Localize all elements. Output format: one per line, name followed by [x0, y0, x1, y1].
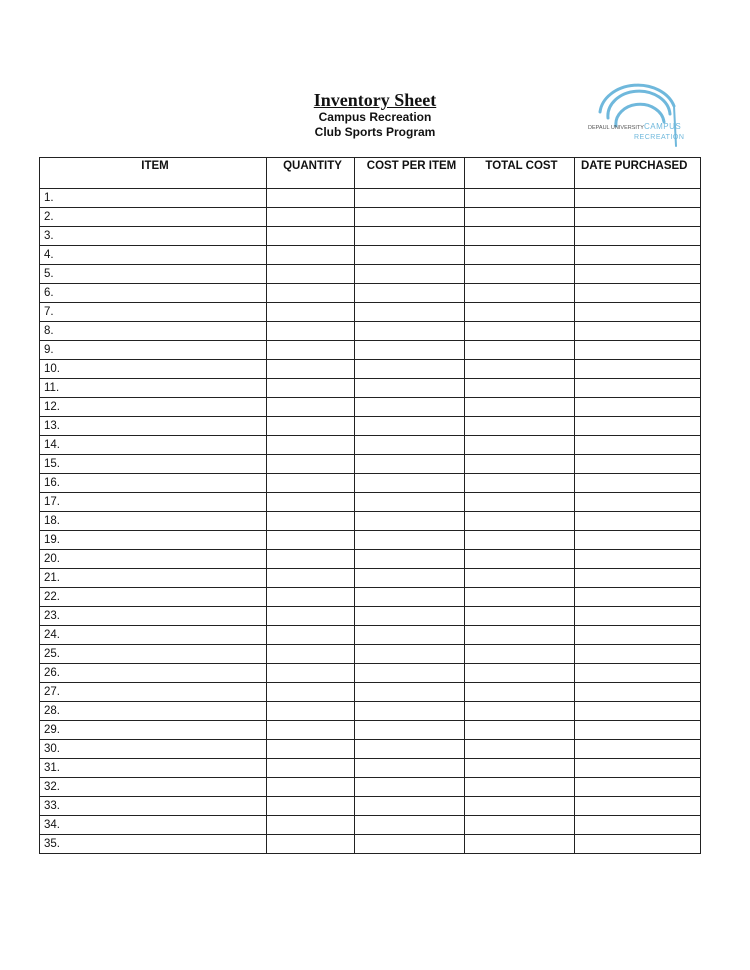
table-row [40, 208, 701, 227]
cell-date-purchased[interactable] [575, 721, 701, 740]
cell-cost-per-item[interactable] [355, 626, 465, 645]
table-row [40, 246, 701, 265]
cell-total-cost[interactable] [465, 607, 575, 626]
cell-total-cost[interactable] [465, 797, 575, 816]
cell-item[interactable]: 25. [40, 645, 267, 664]
cell-item[interactable]: 15. [40, 455, 267, 474]
cell-date-purchased[interactable] [575, 246, 701, 265]
cell-date-purchased[interactable] [575, 360, 701, 379]
cell-total-cost[interactable] [465, 683, 575, 702]
cell-total-cost[interactable] [465, 531, 575, 550]
cell-total-cost[interactable] [465, 740, 575, 759]
table-row [40, 303, 701, 322]
table-row [40, 816, 701, 835]
cell-date-purchased[interactable] [575, 379, 701, 398]
cell-item[interactable]: 33. [40, 797, 267, 816]
cell-total-cost[interactable] [465, 759, 575, 778]
cell-cost-per-item[interactable] [355, 208, 465, 227]
cell-quantity[interactable] [267, 493, 355, 512]
cell-quantity[interactable] [267, 550, 355, 569]
cell-cost-per-item[interactable] [355, 455, 465, 474]
table-row [40, 189, 701, 208]
cell-cost-per-item[interactable] [355, 835, 465, 854]
logo-recreation-text: RECREATION [634, 134, 685, 141]
table-row [40, 683, 701, 702]
table-row [40, 721, 701, 740]
cell-total-cost[interactable] [465, 379, 575, 398]
table-row [40, 531, 701, 550]
cell-quantity[interactable] [267, 721, 355, 740]
cell-date-purchased[interactable] [575, 303, 701, 322]
cell-cost-per-item[interactable] [355, 341, 465, 360]
table-row [40, 417, 701, 436]
cell-date-purchased[interactable] [575, 683, 701, 702]
cell-item[interactable]: 17. [40, 493, 267, 512]
cell-date-purchased[interactable] [575, 265, 701, 284]
cell-quantity[interactable] [267, 322, 355, 341]
cell-cost-per-item[interactable] [355, 436, 465, 455]
table-row [40, 702, 701, 721]
cell-date-purchased[interactable] [575, 398, 701, 417]
cell-item[interactable]: 29. [40, 721, 267, 740]
cell-cost-per-item[interactable] [355, 702, 465, 721]
cell-item[interactable]: 11. [40, 379, 267, 398]
cell-quantity[interactable] [267, 778, 355, 797]
cell-date-purchased[interactable] [575, 759, 701, 778]
cell-total-cost[interactable] [465, 835, 575, 854]
cell-cost-per-item[interactable] [355, 246, 465, 265]
cell-quantity[interactable] [267, 664, 355, 683]
table-row [40, 341, 701, 360]
cell-cost-per-item[interactable] [355, 322, 465, 341]
cell-total-cost[interactable] [465, 664, 575, 683]
cell-date-purchased[interactable] [575, 550, 701, 569]
cell-item[interactable]: 14. [40, 436, 267, 455]
cell-cost-per-item[interactable] [355, 607, 465, 626]
logo-arcs-icon [584, 82, 694, 148]
cell-quantity[interactable] [267, 797, 355, 816]
cell-total-cost[interactable] [465, 436, 575, 455]
table-row [40, 398, 701, 417]
cell-cost-per-item[interactable] [355, 398, 465, 417]
cell-date-purchased[interactable] [575, 436, 701, 455]
cell-cost-per-item[interactable] [355, 816, 465, 835]
cell-quantity[interactable] [267, 702, 355, 721]
cell-cost-per-item[interactable] [355, 721, 465, 740]
cell-quantity[interactable] [267, 607, 355, 626]
cell-total-cost[interactable] [465, 322, 575, 341]
cell-quantity[interactable] [267, 208, 355, 227]
cell-date-purchased[interactable] [575, 189, 701, 208]
cell-cost-per-item[interactable] [355, 493, 465, 512]
cell-date-purchased[interactable] [575, 664, 701, 683]
table-row [40, 322, 701, 341]
cell-cost-per-item[interactable] [355, 303, 465, 322]
document-title: Inventory Sheet [313, 90, 437, 110]
cell-date-purchased[interactable] [575, 778, 701, 797]
cell-cost-per-item[interactable] [355, 474, 465, 493]
cell-quantity[interactable] [267, 569, 355, 588]
cell-item[interactable]: 27. [40, 683, 267, 702]
cell-total-cost[interactable] [465, 550, 575, 569]
table-row [40, 227, 701, 246]
cell-item[interactable]: 34. [40, 816, 267, 835]
table-row [40, 645, 701, 664]
table-row [40, 759, 701, 778]
cell-total-cost[interactable] [465, 398, 575, 417]
cell-cost-per-item[interactable] [355, 797, 465, 816]
header-total-cost: TOTAL COST [465, 158, 575, 189]
cell-item[interactable]: 2. [40, 208, 267, 227]
table-row [40, 626, 701, 645]
title-block [250, 90, 500, 140]
cell-cost-per-item[interactable] [355, 683, 465, 702]
cell-quantity[interactable] [267, 455, 355, 474]
cell-total-cost[interactable] [465, 816, 575, 835]
cell-quantity[interactable] [267, 360, 355, 379]
cell-date-purchased[interactable] [575, 474, 701, 493]
cell-item[interactable]: 4. [40, 246, 267, 265]
cell-item[interactable]: 31. [40, 759, 267, 778]
table-row [40, 455, 701, 474]
cell-item[interactable]: 24. [40, 626, 267, 645]
cell-cost-per-item[interactable] [355, 740, 465, 759]
cell-item[interactable]: 18. [40, 512, 267, 531]
cell-item[interactable]: 28. [40, 702, 267, 721]
cell-item[interactable]: 10. [40, 360, 267, 379]
table-row [40, 835, 701, 854]
cell-quantity[interactable] [267, 512, 355, 531]
table-row [40, 512, 701, 531]
cell-quantity[interactable] [267, 588, 355, 607]
cell-total-cost[interactable] [465, 455, 575, 474]
table-row [40, 550, 701, 569]
table-row [40, 284, 701, 303]
inventory-table [39, 157, 701, 854]
cell-date-purchased[interactable] [575, 702, 701, 721]
cell-date-purchased[interactable] [575, 816, 701, 835]
table-row [40, 778, 701, 797]
table-row [40, 474, 701, 493]
cell-total-cost[interactable] [465, 626, 575, 645]
table-row [40, 493, 701, 512]
cell-item[interactable]: 23. [40, 607, 267, 626]
cell-item[interactable]: 13. [40, 417, 267, 436]
cell-cost-per-item[interactable] [355, 531, 465, 550]
cell-total-cost[interactable] [465, 569, 575, 588]
cell-item[interactable]: 8. [40, 322, 267, 341]
cell-cost-per-item[interactable] [355, 759, 465, 778]
cell-cost-per-item[interactable] [355, 284, 465, 303]
cell-item[interactable]: 3. [40, 227, 267, 246]
cell-total-cost[interactable] [465, 645, 575, 664]
table-row [40, 436, 701, 455]
cell-total-cost[interactable] [465, 303, 575, 322]
cell-quantity[interactable] [267, 265, 355, 284]
cell-cost-per-item[interactable] [355, 664, 465, 683]
table-row [40, 607, 701, 626]
cell-item[interactable]: 16. [40, 474, 267, 493]
cell-total-cost[interactable] [465, 341, 575, 360]
cell-cost-per-item[interactable] [355, 569, 465, 588]
cell-item[interactable]: 9. [40, 341, 267, 360]
cell-quantity[interactable] [267, 398, 355, 417]
table-row [40, 588, 701, 607]
cell-quantity[interactable] [267, 417, 355, 436]
cell-quantity[interactable] [267, 303, 355, 322]
cell-date-purchased[interactable] [575, 835, 701, 854]
cell-quantity[interactable] [267, 683, 355, 702]
cell-cost-per-item[interactable] [355, 360, 465, 379]
cell-quantity[interactable] [267, 816, 355, 835]
cell-date-purchased[interactable] [575, 740, 701, 759]
cell-date-purchased[interactable] [575, 322, 701, 341]
cell-quantity[interactable] [267, 341, 355, 360]
logo-university-text: DEPAUL UNIVERSITY [588, 125, 644, 131]
logo-campus-text: CAMPUS [644, 122, 682, 131]
table-row [40, 379, 701, 398]
cell-date-purchased[interactable] [575, 208, 701, 227]
table-row [40, 740, 701, 759]
cell-quantity[interactable] [267, 645, 355, 664]
cell-quantity[interactable] [267, 189, 355, 208]
inventory-table-body [40, 189, 701, 854]
cell-item[interactable]: 26. [40, 664, 267, 683]
cell-total-cost[interactable] [465, 246, 575, 265]
cell-date-purchased[interactable] [575, 569, 701, 588]
cell-total-cost[interactable] [465, 721, 575, 740]
cell-quantity[interactable] [267, 531, 355, 550]
cell-date-purchased[interactable] [575, 341, 701, 360]
cell-date-purchased[interactable] [575, 645, 701, 664]
cell-item[interactable]: 1. [40, 189, 267, 208]
cell-cost-per-item[interactable] [355, 645, 465, 664]
cell-total-cost[interactable] [465, 588, 575, 607]
table-row [40, 360, 701, 379]
cell-quantity[interactable] [267, 474, 355, 493]
cell-date-purchased[interactable] [575, 493, 701, 512]
cell-cost-per-item[interactable] [355, 588, 465, 607]
cell-quantity[interactable] [267, 227, 355, 246]
cell-date-purchased[interactable] [575, 284, 701, 303]
cell-quantity[interactable] [267, 436, 355, 455]
cell-total-cost[interactable] [465, 360, 575, 379]
cell-total-cost[interactable] [465, 265, 575, 284]
cell-cost-per-item[interactable] [355, 379, 465, 398]
cell-item[interactable]: 5. [40, 265, 267, 284]
cell-date-purchased[interactable] [575, 531, 701, 550]
cell-item[interactable]: 22. [40, 588, 267, 607]
cell-total-cost[interactable] [465, 474, 575, 493]
cell-date-purchased[interactable] [575, 512, 701, 531]
cell-total-cost[interactable] [465, 493, 575, 512]
header-cost-per-item: COST PER ITEM [355, 158, 465, 189]
cell-date-purchased[interactable] [575, 227, 701, 246]
cell-cost-per-item[interactable] [355, 265, 465, 284]
cell-date-purchased[interactable] [575, 626, 701, 645]
cell-quantity[interactable] [267, 626, 355, 645]
cell-total-cost[interactable] [465, 417, 575, 436]
cell-quantity[interactable] [267, 835, 355, 854]
cell-total-cost[interactable] [465, 512, 575, 531]
cell-total-cost[interactable] [465, 227, 575, 246]
cell-item[interactable]: 21. [40, 569, 267, 588]
cell-cost-per-item[interactable] [355, 550, 465, 569]
document-subtitle-club-sports: Club Sports Program [314, 125, 436, 139]
cell-cost-per-item[interactable] [355, 512, 465, 531]
cell-total-cost[interactable] [465, 189, 575, 208]
cell-item[interactable]: 32. [40, 778, 267, 797]
cell-date-purchased[interactable] [575, 588, 701, 607]
header-item: ITEM [40, 158, 267, 189]
cell-date-purchased[interactable] [575, 417, 701, 436]
cell-cost-per-item[interactable] [355, 189, 465, 208]
table-row [40, 797, 701, 816]
table-row [40, 664, 701, 683]
cell-quantity[interactable] [267, 379, 355, 398]
campus-recreation-logo [584, 82, 694, 148]
table-header-row [40, 158, 701, 189]
cell-quantity[interactable] [267, 284, 355, 303]
cell-quantity[interactable] [267, 740, 355, 759]
cell-quantity[interactable] [267, 759, 355, 778]
cell-item[interactable]: 7. [40, 303, 267, 322]
document-subtitle-campus-recreation: Campus Recreation [318, 110, 432, 124]
cell-item[interactable]: 19. [40, 531, 267, 550]
cell-cost-per-item[interactable] [355, 227, 465, 246]
cell-total-cost[interactable] [465, 702, 575, 721]
cell-total-cost[interactable] [465, 208, 575, 227]
header-date-purchased: DATE PURCHASED [575, 158, 701, 189]
cell-item[interactable]: 6. [40, 284, 267, 303]
cell-item[interactable]: 20. [40, 550, 267, 569]
cell-item[interactable]: 12. [40, 398, 267, 417]
cell-quantity[interactable] [267, 246, 355, 265]
cell-item[interactable]: 35. [40, 835, 267, 854]
table-row [40, 265, 701, 284]
cell-total-cost[interactable] [465, 778, 575, 797]
cell-item[interactable]: 30. [40, 740, 267, 759]
table-row [40, 569, 701, 588]
cell-cost-per-item[interactable] [355, 778, 465, 797]
header-quantity: QUANTITY [267, 158, 355, 189]
cell-date-purchased[interactable] [575, 607, 701, 626]
cell-date-purchased[interactable] [575, 455, 701, 474]
cell-total-cost[interactable] [465, 284, 575, 303]
cell-cost-per-item[interactable] [355, 417, 465, 436]
cell-date-purchased[interactable] [575, 797, 701, 816]
